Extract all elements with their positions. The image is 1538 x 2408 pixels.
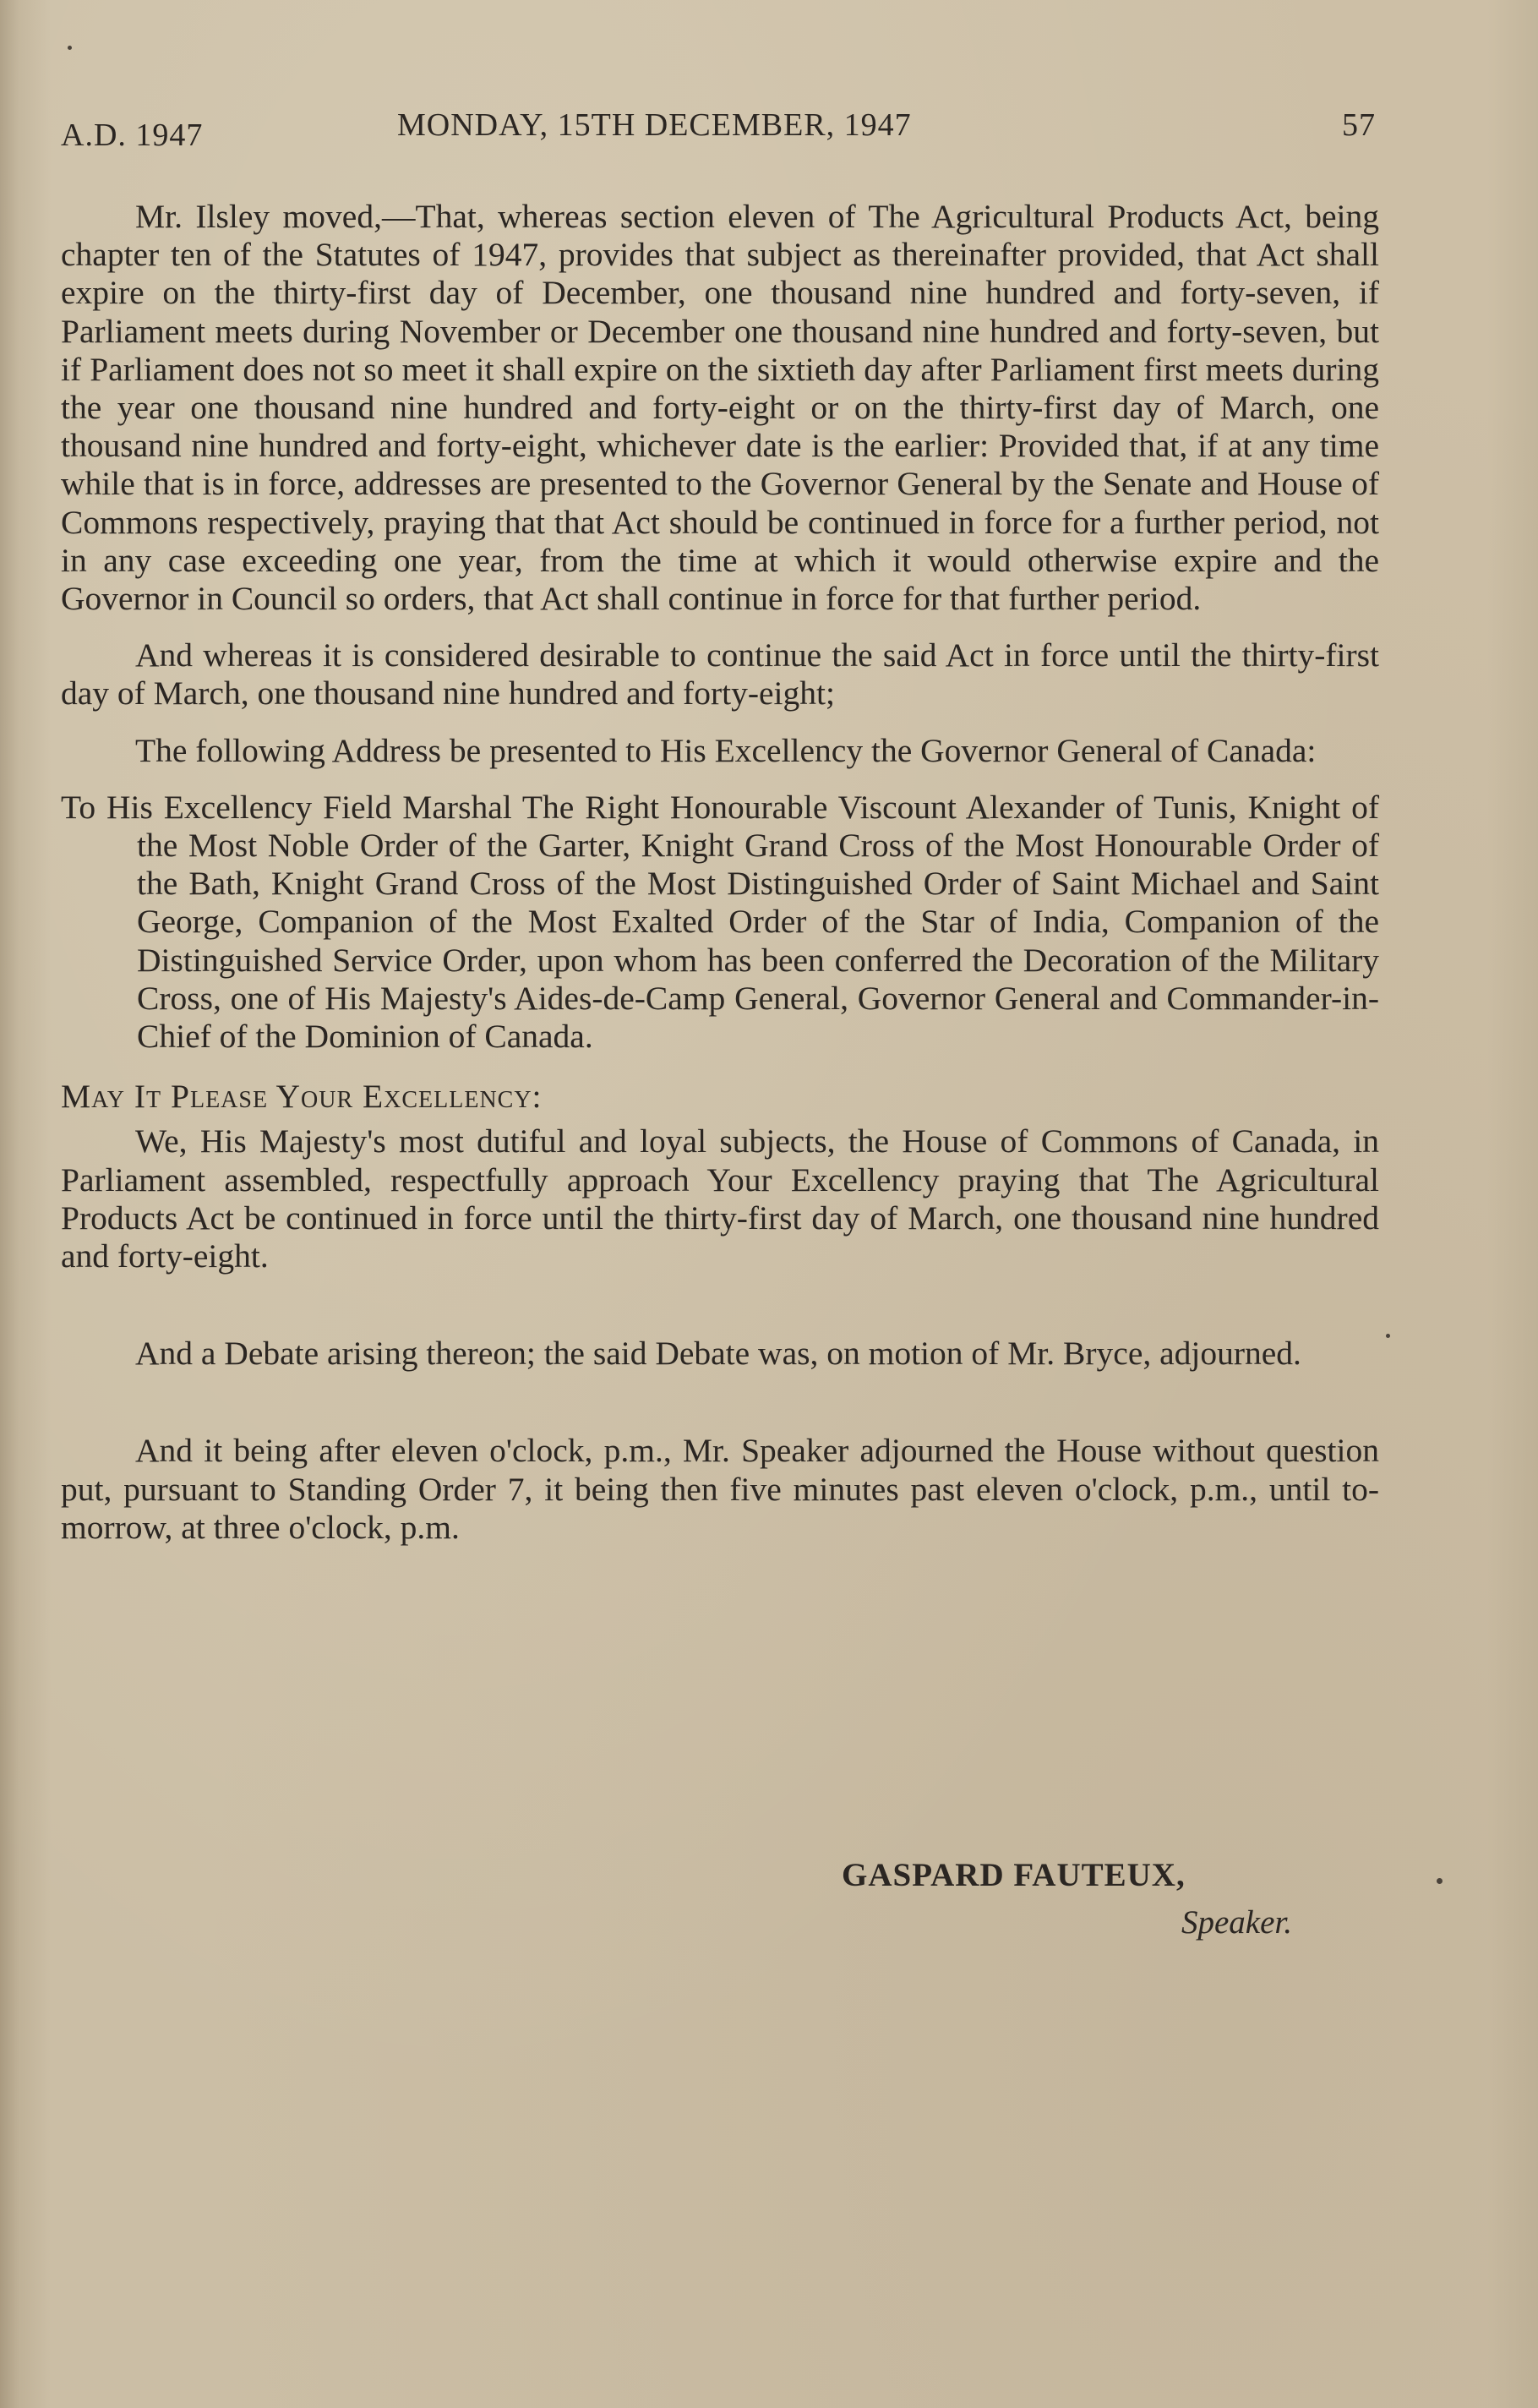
salutation: May It Please Your Excellency:: [61, 1078, 543, 1116]
adjournment-paragraph: And it being after eleven o'clock, p.m., Mr. Speaker adjourned the House without question put, pursuant to Standing Order 7, it being then five minutes past eleven o'clock, p.m., until to-morrow, at three o'clock, p.m.: [61, 1432, 1379, 1546]
motion-paragraph: Mr. Ilsley moved,—That, whereas section eleven of The Agricultural Products Act, being chapter ten of the Statutes of 1947, provides that subject as thereinafter provided, that Act shall expire on the thirty-first day of December, one thousand nine hundred and forty-seven, if Parliament meets during November or December one thousand nine hundred and forty-seven, but if Parliament does not so meet it shall expire on the sixtieth day after Parliament first meets during the year one thousand nine hundred and forty-eight or on the thirty-first day of March, one thousand nine hundred and forty-eight, whichever date is the earlier: Provided that, if at any time while that is in force, addresses are presented to the Governor General by the Senate and House of Commons respectively, praying that that Act should be continued in force for a further period, not in any case exceeding one year, from the time at which it would otherwise expire and the Governor in Council so orders, that Act shall continue in force for that further period.: [61, 198, 1379, 618]
debate-paragraph: And a Debate arising thereon; the said Debate was, on motion of Mr. Bryce, adjourned.: [135, 1335, 1301, 1373]
header-date: MONDAY, 15TH DECEMBER, 1947: [397, 107, 912, 143]
whereas-paragraph: And whereas it is considered desirable to continue the said Act in force until the thirty-first day of March, one thousand nine hundred and forty-eight;: [61, 636, 1379, 713]
address-intro-paragraph: The following Address be presented to His Excellency the Governor General of Canada:: [135, 731, 1317, 769]
signature-title: Speaker.: [1181, 1904, 1293, 1941]
print-speck: [1386, 1334, 1390, 1338]
signature-name: GASPARD FAUTEUX,: [842, 1857, 1186, 1893]
prayer-paragraph: We, His Majesty's most dutiful and loyal subjects, the House of Commons of Canada, in Parliament assembled, respectfully approach Your Excellency praying that The Agricultural Products Act be continued in force until the thirty-first day of March, one thousand nine hundred and forty-eight.: [61, 1122, 1379, 1275]
print-speck: [68, 46, 72, 50]
page-number: 57: [1342, 107, 1376, 143]
address-recipient: To His Excellency Field Marshal The Right Honourable Viscount Alexander of Tunis, Knight of the Most Noble Order of the Garter, Knight Grand Cross of the Most Honourable Order of the Bath, Knight Grand Cross of the Most Distinguished Order of Saint Michael and Saint George, Companion of the Most Exalted Order of the Star of India, Companion of the Distinguished Service Order, upon whom has been conferred the Decoration of the Military Cross, one of His Majesty's Aides-de-Camp General, Governor General and Commander-in-Chief of the Dominion of Canada.: [61, 788, 1379, 1056]
print-speck: [1437, 1878, 1443, 1884]
journal-body: [61, 198, 1379, 1547]
running-head: [61, 106, 1376, 157]
header-year: A.D. 1947: [61, 117, 204, 153]
